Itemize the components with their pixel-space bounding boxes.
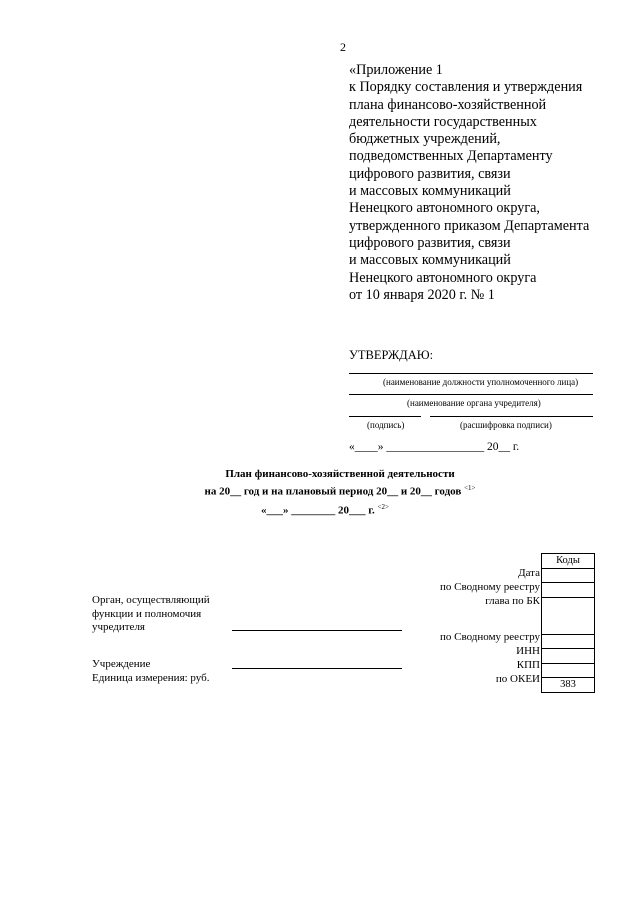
codes-header: Коды — [542, 554, 595, 569]
plan-title-line: План финансово-хозяйственной деятельности — [225, 468, 455, 480]
footnote-mark: <1> — [464, 484, 476, 492]
code-cell[interactable] — [542, 583, 595, 598]
institution-fill-line — [232, 668, 402, 669]
appendix-line: Ненецкого автономного округа — [349, 269, 537, 286]
decoding-caption: (расшифровка подписи) — [460, 420, 552, 430]
label-kpp: КПП — [516, 659, 540, 671]
okei-cell: 383 — [542, 678, 595, 693]
appendix-header — [349, 62, 609, 304]
plan-title-line: на 20__ год и на плановый период 20__ и 20__ годов — [204, 485, 462, 498]
organ-fill-line — [232, 630, 402, 631]
label-okei: по ОКЕИ — [495, 673, 540, 685]
codes-table — [541, 553, 595, 693]
appendix-line: бюджетных учреждений, — [349, 131, 501, 148]
organ-line — [349, 394, 593, 395]
unit-label: Единица измерения: руб. — [92, 672, 210, 684]
label-registry: по Сводному реестру — [440, 581, 540, 593]
footnote-mark: <2> — [377, 503, 389, 511]
appendix-line: Ненецкого автономного округа, — [349, 200, 540, 217]
appendix-line: от 10 января 2020 г. № 1 — [349, 286, 495, 303]
appendix-line: плана финансово-хозяйственной — [349, 96, 547, 113]
decoding-line — [430, 416, 593, 417]
page-number: 2 — [340, 40, 346, 54]
code-cell[interactable] — [542, 597, 595, 634]
appendix-line: и массовых коммуникаций — [349, 183, 511, 200]
appendix-line: цифрового развития, связи — [349, 234, 511, 251]
appendix-line: деятельности государственных — [349, 113, 537, 130]
plan-title-period — [150, 481, 530, 499]
organ-label-line: Орган, осуществляющий — [92, 594, 210, 606]
appendix-line: и массовых коммуникаций — [349, 252, 511, 269]
code-cell[interactable] — [542, 634, 595, 649]
code-cell[interactable] — [542, 568, 595, 583]
label-inn: ИНН — [516, 645, 540, 657]
label-registry-2: по Сводному реестру — [440, 631, 540, 643]
approval-date: «____» _________________ 20__ г. — [349, 441, 520, 453]
institution-label: Учреждение — [92, 658, 151, 670]
code-cell[interactable] — [542, 649, 595, 664]
signature-line — [349, 416, 421, 417]
position-caption: (наименование должности уполномоченного лица) — [383, 377, 579, 387]
position-line — [349, 373, 593, 374]
code-cell[interactable] — [542, 663, 595, 678]
appendix-line: к Порядку составления и утверждения — [349, 79, 583, 96]
appendix-line: цифрового развития, связи — [349, 165, 511, 182]
label-date: Дата — [518, 567, 540, 579]
organ-caption: (наименование органа учредителя) — [407, 398, 541, 408]
organ-label — [92, 594, 210, 635]
appendix-line: «Приложение 1 — [349, 62, 443, 78]
signature-caption: (подпись) — [367, 420, 405, 430]
plan-date — [200, 503, 450, 517]
plan-title — [150, 467, 530, 499]
plan-date-text: «___» ________ 20___ г. — [261, 504, 375, 517]
organ-label-line: функции и полномочия — [92, 607, 202, 620]
appendix-line: подведомственных Департаменту — [349, 148, 553, 165]
approve-heading: УТВЕРЖДАЮ: — [349, 348, 434, 362]
appendix-line: утвержденного приказом Департамента — [349, 217, 590, 234]
organ-label-line: учредителя — [92, 621, 145, 633]
label-bk: глава по БК — [485, 595, 540, 607]
